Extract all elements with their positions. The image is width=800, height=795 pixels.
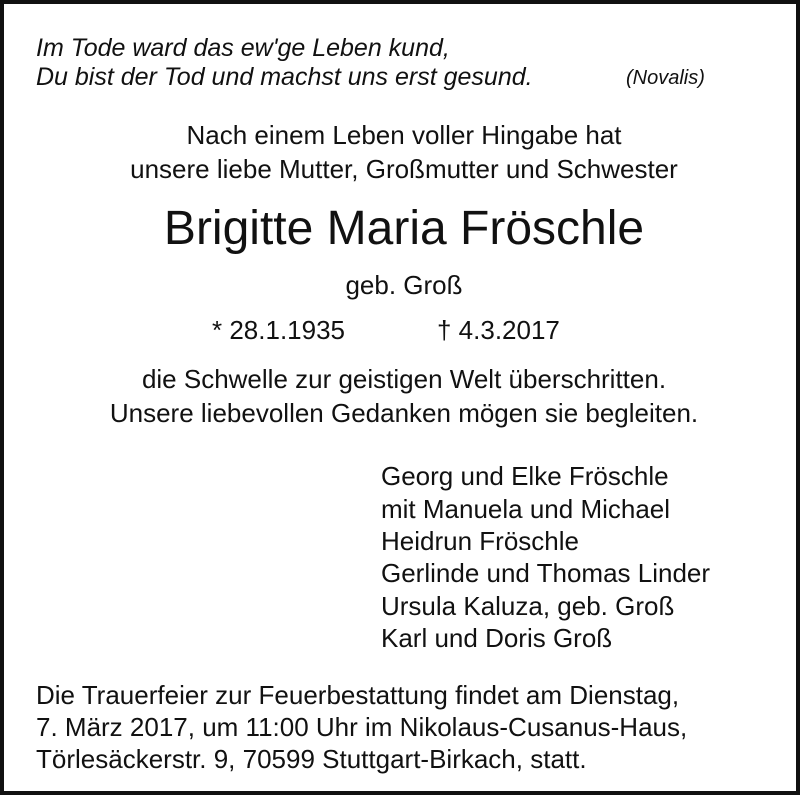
- quote-author: (Novalis): [626, 67, 705, 89]
- quote-line-1: Im Tode ward das ew'ge Leben kund,: [36, 34, 450, 62]
- family-line-1: Georg und Elke Fröschle: [381, 461, 669, 491]
- message-line-1: die Schwelle zur geistigen Welt überschritten.: [141, 364, 667, 394]
- death-date: † 4.3.2017: [437, 315, 560, 345]
- family-line-5: Ursula Kaluza, geb. Groß: [381, 591, 675, 621]
- ceremony-line-3: Törlesäckerstr. 9, 70599 Stuttgart-Birkach, statt.: [36, 744, 587, 774]
- deceased-name: Brigitte Maria Fröschle: [163, 202, 645, 255]
- family-line-3: Heidrun Fröschle: [381, 526, 579, 556]
- ceremony-line-2: 7. März 2017, um 11:00 Uhr im Nikolaus-Cusanus-Haus,: [36, 712, 688, 742]
- intro-line-1: Nach einem Leben voller Hingabe hat: [186, 120, 622, 150]
- family-line-4: Gerlinde und Thomas Linder: [381, 558, 711, 588]
- intro-line-2: unsere liebe Mutter, Großmutter und Schwester: [130, 154, 678, 184]
- birth-date: * 28.1.1935: [212, 315, 346, 345]
- family-line-6: Karl und Doris Groß: [381, 623, 613, 653]
- ceremony-line-1: Die Trauerfeier zur Feuerbestattung findet am Dienstag,: [36, 680, 680, 710]
- family-line-2: mit Manuela und Michael: [381, 494, 671, 524]
- message-line-2: Unsere liebevollen Gedanken mögen sie begleiten.: [109, 398, 699, 428]
- maiden-name: geb. Groß: [345, 270, 463, 300]
- quote-line-2: Du bist der Tod und machst uns erst gesund.: [36, 63, 533, 91]
